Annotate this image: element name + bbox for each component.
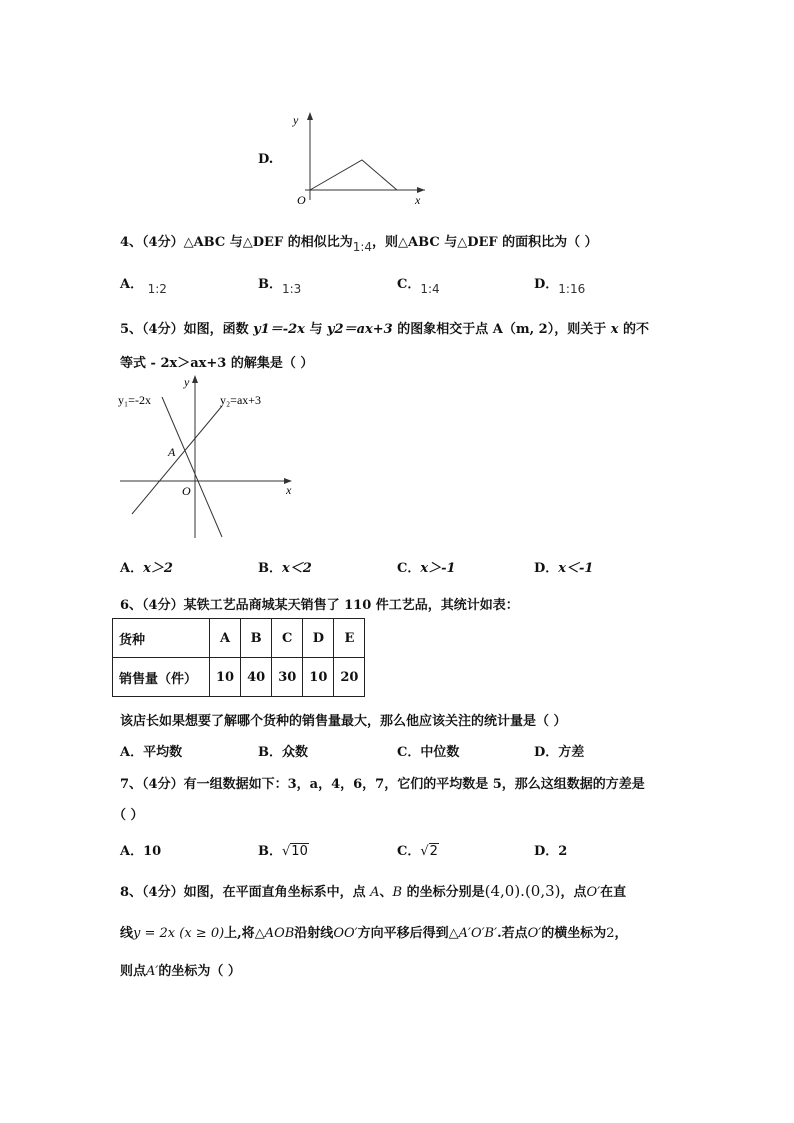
option-value: 1:16 (558, 282, 586, 296)
table-cell: 30 (272, 658, 303, 697)
q8-score: （4分） (142, 885, 184, 900)
q6-option-d[interactable] (534, 741, 584, 760)
q6-text: 某铁工艺品商城某天销售了 110 件工艺品，其统计如表： (183, 598, 519, 613)
table-row (113, 658, 365, 697)
option-value: 1:2 (147, 282, 167, 296)
option-value: 众数 (282, 745, 309, 760)
q5-text: 如图，函数 (183, 322, 254, 337)
q6-question (120, 594, 519, 613)
q8-number: 8、 (120, 885, 143, 900)
q5-graph (112, 372, 312, 544)
table-cell: 货种 (113, 619, 210, 658)
q8-question-line2 (120, 922, 628, 941)
table-cell: C (272, 619, 303, 658)
q8-text: .若点 (497, 926, 528, 941)
table-row (113, 619, 365, 658)
option-value: 平均数 (143, 745, 183, 760)
option-value: 10 (143, 844, 162, 859)
table-cell: E (334, 619, 365, 658)
option-label: A． (120, 844, 144, 859)
y-axis-label: y (293, 113, 299, 127)
line-y2 (132, 406, 222, 514)
q8-question-line3 (120, 960, 241, 979)
option-label: B． (258, 745, 282, 760)
option-value: 中位数 (420, 745, 460, 760)
option-value: x＜-1 (558, 561, 594, 576)
q5-option-b[interactable] (258, 557, 312, 576)
q5-y2-expr: y2＝ax+3 (326, 322, 393, 337)
point-a-label: A (168, 445, 176, 459)
option-label: D． (534, 277, 559, 292)
label-y2: y₂=ax+3 (220, 393, 262, 407)
q5-inequality: 等式 - 2x＞ax+3 (120, 356, 227, 371)
option-label: D． (534, 844, 559, 859)
option-label: C． (397, 745, 421, 760)
q7-question (120, 773, 645, 792)
q5-option-a[interactable] (120, 557, 173, 576)
table-cell: 40 (241, 658, 272, 697)
option-value: 2 (558, 844, 568, 859)
q7-paren: （ ） (113, 808, 144, 823)
label-y1: y₁=-2x (118, 393, 151, 407)
q5-text: ，则关于 (554, 322, 611, 337)
q5-x-var: x (610, 322, 619, 337)
q8-question-line1 (120, 881, 626, 900)
option-label: C． (397, 561, 421, 576)
q8-point-o-prime: O′ (586, 885, 601, 900)
q8-text: 的坐标分别是 (402, 885, 485, 900)
table-cell: 10 (210, 658, 241, 697)
option-label: B． (258, 277, 282, 292)
option-label: D． (534, 561, 559, 576)
q8-triangle-aob: △AOB (254, 926, 295, 941)
q4-option-a[interactable] (120, 273, 167, 296)
q8-text: 线 (120, 926, 134, 941)
option-value: 2 (429, 844, 438, 859)
option-label: A． (120, 745, 144, 760)
q5-question-line2 (120, 352, 313, 371)
q8-text: 如图，在平面直角坐标系中，点 (183, 885, 371, 900)
q6-option-c[interactable] (397, 741, 459, 760)
q4-ratio: 1:4 (352, 240, 373, 254)
table-cell: 10 (303, 658, 334, 697)
option-value: 10 (291, 844, 308, 859)
option-value: x＞2 (143, 561, 173, 576)
q8-text: 则点 (120, 964, 147, 979)
q5-text: 与 (304, 322, 327, 337)
q8-point-a-prime: A′ (146, 964, 159, 979)
q8-triangle-prime: △A′O′B′ (448, 926, 498, 941)
q4-number: 4、 (120, 235, 143, 250)
option-label: C． (397, 844, 421, 859)
q8-ray: OO′ (333, 926, 358, 941)
q8-text: ，点 (560, 885, 587, 900)
option-label: A． (120, 561, 144, 576)
q7-number: 7、 (120, 777, 143, 792)
option-label: A． (120, 277, 144, 292)
table-cell: B (241, 619, 272, 658)
q6-score: （4分） (142, 598, 184, 613)
q7-score: （4分） (142, 777, 184, 792)
q8-text: 沿射线 (294, 926, 334, 941)
q4-option-b[interactable] (258, 273, 302, 296)
q3-option-d-label: D. (258, 152, 274, 167)
y-axis-arrow (192, 375, 198, 383)
q8-text: 在直 (600, 885, 627, 900)
table-cell: 20 (334, 658, 365, 697)
q7-option-c[interactable] (397, 840, 439, 859)
x-axis-label: x (415, 193, 421, 207)
q5-point-a: A（m, 2） (492, 322, 555, 337)
q5-y1-expr: y1＝-2x (253, 322, 305, 337)
q8-text: 的坐标为（ ） (158, 964, 241, 979)
option-label: C． (397, 277, 421, 292)
option-value: 1:4 (420, 282, 440, 296)
option-value: 1:3 (282, 282, 302, 296)
x-axis-label: x (286, 483, 292, 497)
q7-option-b[interactable] (258, 840, 309, 859)
sqrt-expression: √10 (282, 844, 308, 859)
origin-label: O (297, 193, 306, 207)
q8-text: 方向平移后得到 (357, 926, 449, 941)
q8-number-2: 2 (606, 926, 615, 941)
q5-text: 的不 (618, 322, 650, 337)
option-label: B． (258, 561, 282, 576)
q8-text: 上,将 (224, 926, 255, 941)
q6-option-b[interactable] (258, 741, 308, 760)
q8-point-b: B (392, 885, 403, 900)
q8-point-o-prime: O′ (527, 926, 542, 941)
graph-polyline (310, 160, 397, 190)
option-label: D． (534, 745, 559, 760)
table-cell: 销售量（件） (113, 658, 210, 697)
q4-text-a: △ABC 与△DEF 的相似比为 (183, 235, 353, 250)
q8-text: 的横坐标为 (541, 926, 607, 941)
q4-text-b: ，则△ABC 与△DEF 的面积比为（ ） (372, 235, 598, 250)
q6-number: 6、 (120, 598, 143, 613)
sqrt-expression: √2 (420, 844, 438, 859)
q5-text: 的解集是（ ） (226, 356, 314, 371)
q4-option-c[interactable] (397, 273, 440, 296)
y-axis-arrow (307, 112, 313, 120)
q6-followup: 该店长如果想要了解哪个货种的销售量最大，那么他应该关注的统计量是（ ） (120, 714, 567, 729)
option-label: B． (258, 844, 282, 859)
q8-coords: (4,0).(0,3) (484, 882, 561, 900)
q5-score: （4分） (142, 322, 184, 337)
q4-question (120, 231, 598, 254)
y-axis-label: y (184, 375, 190, 389)
option-value: x＜2 (282, 561, 312, 576)
q5-number: 5、 (120, 322, 143, 337)
q8-point-a: A (370, 885, 380, 900)
q6-option-a[interactable] (120, 741, 182, 760)
q5-question-line1 (120, 318, 649, 337)
q7-option-a[interactable] (120, 840, 161, 859)
q4-option-d[interactable] (534, 273, 586, 296)
q3-option-d-graph (285, 108, 435, 208)
q6-stat-table (112, 618, 365, 697)
q4-score: （4分） (142, 235, 184, 250)
q7-text: 有一组数据如下：3，a，4，6，7，它们的平均数是 5，那么这组数据的方差是 (183, 777, 645, 792)
option-value: 方差 (558, 745, 585, 760)
q5-option-d[interactable] (534, 557, 593, 576)
q5-option-c[interactable] (397, 557, 456, 576)
q8-text: ， (614, 926, 628, 941)
table-cell: A (210, 619, 241, 658)
q8-line-equation: y = 2x (x ≥ 0) (133, 926, 225, 941)
q8-text: 、 (379, 885, 393, 900)
option-value: x＞-1 (420, 561, 456, 576)
origin-label: O (182, 484, 191, 498)
q7-option-d[interactable] (534, 840, 567, 859)
q5-text: 的图象相交于点 (392, 322, 493, 337)
table-cell: D (303, 619, 334, 658)
